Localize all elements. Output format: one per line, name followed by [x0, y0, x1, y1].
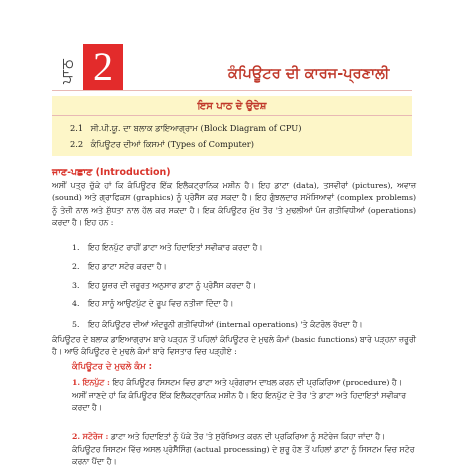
function-item	[72, 431, 416, 469]
list-item	[72, 281, 256, 291]
objectives-divider	[52, 115, 412, 116]
objective-number: 2.1	[70, 123, 84, 133]
list-text: ਇਹ ਇਨਪੁੱਟ ਰਾਹੀਂ ਡਾਟਾ ਅਤੇ ਹਿਦਾਇਤਾਂ ਸਵੀਕਾਰ ਕਰਦਾ ਹੈ।	[88, 243, 263, 252]
list-item	[72, 262, 167, 272]
function-term: ਸਟੋਰੇਜ :	[82, 432, 109, 441]
list-text: ਇਹ ਡਾਟਾ ਸਟੋਰ ਕਰਦਾ ਹੈ।	[88, 262, 167, 271]
objectives-heading: ਇਸ ਪਾਠ ਦੇ ਉਦੇਸ਼	[197, 101, 267, 112]
intro-paragraph: ਅਸੀਂ ਪਤ੍ਰ ਚੁੱਕੇ ਹਾਂ ਕਿ ਕੰਪਿਊਟਰ ਇੱਕ ਇਲੈਕਟ੍ਰਾਨਿਕ ਮਸ਼ੀਨ ਹੈ। ਇਹ ਡਾਟਾ (data), ਤਸਵੀਰਾਂ (pictures), ਅਵਾਜ਼ (sound) ਅਤੇ ਗ੍ਰਾਫਿਕਸ (graphics) ਨੂੰ ਪ੍ਰੋਸੈੱਸ ਕਰ ਸਕਦਾ ਹੈ। ਇਹ ਗੁੰਝਲਦਾਰ ਸਮੱਸਿਆਵਾਂ (complex problems) ਨੂੰ ਤੇਜ਼ੀ ਨਾਲ ਅਤੇ ਸ਼ੁੱਧਤਾ ਨਾਲ ਹੱਲ ਕਰ ਸਕਦਾ ਹੈ। ਇਕ ਕੰਪਿਊਟਰ ਮੁੱਖ ਤੌਰ 'ਤੇ ਮੁਢਲੀਆਂ ਪੰਜ ਗਤੀਵਿਧੀਆਂ (operations) ਕਰਦਾ ਹੈ। ਇਹ ਹਨ :	[52, 181, 416, 228]
function-item	[72, 377, 416, 415]
objective-item	[70, 139, 254, 150]
list-text: ਇਹ ਕੰਪਿਊਟਰ ਦੀਆਂ ਅੰਦਰੂਨੀ ਗਤੀਵਿਧੀਆਂ (internal operations) 'ਤੇ ਕੰਟਰੋਲ ਰੱਖਦਾ ਹੈ।	[88, 320, 363, 329]
objective-number: 2.2	[70, 139, 84, 149]
objective-text: ਸੀ.ਪੀ.ਯੂ. ਦਾ ਬਲਾਕ ਡਾਇਆਗ੍ਰਾਮ (Block Diagram of CPU)	[90, 123, 302, 133]
list-item	[72, 320, 363, 330]
basic-functions-paragraph: ਕੰਪਿਊਟਰ ਦੇ ਬਲਾਕ ਡਾਇਆਗ੍ਰਾਮ ਬਾਰੇ ਪੜ੍ਹਨ ਤੋਂ ਪਹਿਲਾਂ ਕੰਪਿਊਟਰ ਦੇ ਮੁਢਲੇ ਕੰਮਾਂ (basic functions) ਬਾਰੇ ਪੜ੍ਹਨਾ ਜ਼ਰੂਰੀ ਹੈ। ਆਓ ਕੰਪਿਊਟਰ ਦੇ ਮੁਢਲੇ ਕੰਮਾਂ ਬਾਰੇ ਵਿਸਤਾਰ ਵਿਚ ਪੜ੍ਹੀਏ :	[52, 335, 416, 357]
function-text: ਇਹ ਕੰਪਿਊਟਰ ਸਿਸਟਮ ਵਿਚ ਡਾਟਾ ਅਤੇ ਪ੍ਰੋਗਰਾਮ ਦਾਖ਼ਲ ਕਰਨ ਦੀ ਪ੍ਰਕਿਰਿਆ (procedure) ਹੈ। ਅਸੀਂ ਜਾਣਦੇ ਹਾਂ ਕਿ ਕੰਪਿਊਟਰ ਇੱਕ ਇਲੈਕਟ੍ਰਾਨਿਕ ਮਸ਼ੀਨ ਹੈ। ਇਹ ਇਨਪੁੱਟ ਦੇ ਤੌਰ 'ਤੇ ਡਾਟਾ ਅਤੇ ਹਿਦਾਇਤਾਂ ਸਵੀਕਾਰ ਕਰਦਾ ਹੈ।	[72, 378, 406, 413]
objective-text: ਕੰਪਿਊਟਰ ਦੀਆਂ ਕਿਸਮਾਂ (Types of Computer)	[90, 139, 254, 149]
list-number: 5.	[72, 320, 80, 329]
introduction-heading: ਜਾਣ-ਪਛਾਣ (Introduction)	[52, 167, 171, 178]
list-number: 2.	[72, 262, 80, 271]
lesson-number-badge: 2	[83, 44, 123, 90]
basic-functions-heading: ਕੰਪਿਊਟਰ ਦੇ ਮੁਢਲੇ ਕੰਮ :	[72, 362, 153, 372]
function-text: ਡਾਟਾ ਅਤੇ ਹਿਦਾਇਤਾਂ ਨੂੰ ਪੱਕੇ ਤੌਰ 'ਤੇ ਸੁਰੱਖਿਅਤ ਕਰਨ ਦੀ ਪ੍ਰਕਿਰਿਆ ਨੂੰ ਸਟੋਰੇਜ ਕਿਹਾ ਜਾਂਦਾ ਹੈ। ਕੰਪਿਊਟਰ ਸਿਸਟਮ ਵਿੱਚ ਅਸਲ ਪ੍ਰੋਸੈੱਸਿੰਗ (actual processing) ਦੇ ਸ਼ੁਰੂ ਹੋਣ ਤੋਂ ਪਹਿਲਾਂ ਡਾਟਾ ਨੂੰ ਸਿਸਟਮ ਵਿਚ ਸਟੋਰ ਕਰਨਾ ਪੈਂਦਾ ਹੈ।	[72, 432, 415, 467]
list-text: ਇਹ ਯੂਜ਼ਰ ਦੀ ਜ਼ਰੂਰਤ ਅਨੁਸਾਰ ਡਾਟਾ ਨੂੰ ਪ੍ਰੋਸੈੱਸ ਕਰਦਾ ਹੈ।	[88, 281, 257, 290]
objectives-box	[52, 96, 412, 156]
lesson-label: ਪਾਠ	[58, 58, 76, 84]
title-divider	[52, 90, 412, 91]
list-number: 3.	[72, 281, 80, 290]
list-text: ਇਹ ਸਾਨੂੰ ਆਉਟਪੁੱਟ ਦੇ ਰੂਪ ਵਿਚ ਨਤੀਜਾ ਦਿੰਦਾ ਹੈ।	[88, 299, 234, 308]
function-term: ਇਨਪੁੱਟ :	[82, 378, 110, 387]
list-number: 1.	[72, 243, 80, 252]
list-item	[72, 243, 263, 253]
function-number: 2.	[72, 432, 81, 441]
function-number: 1.	[72, 378, 81, 387]
list-number: 4.	[72, 299, 80, 308]
objective-item	[70, 123, 302, 134]
list-item	[72, 299, 233, 309]
page-title: ਕੰਪਿਊਟਰ ਦੀ ਕਾਰਜ-ਪ੍ਰਣਾਲੀ	[228, 66, 390, 82]
